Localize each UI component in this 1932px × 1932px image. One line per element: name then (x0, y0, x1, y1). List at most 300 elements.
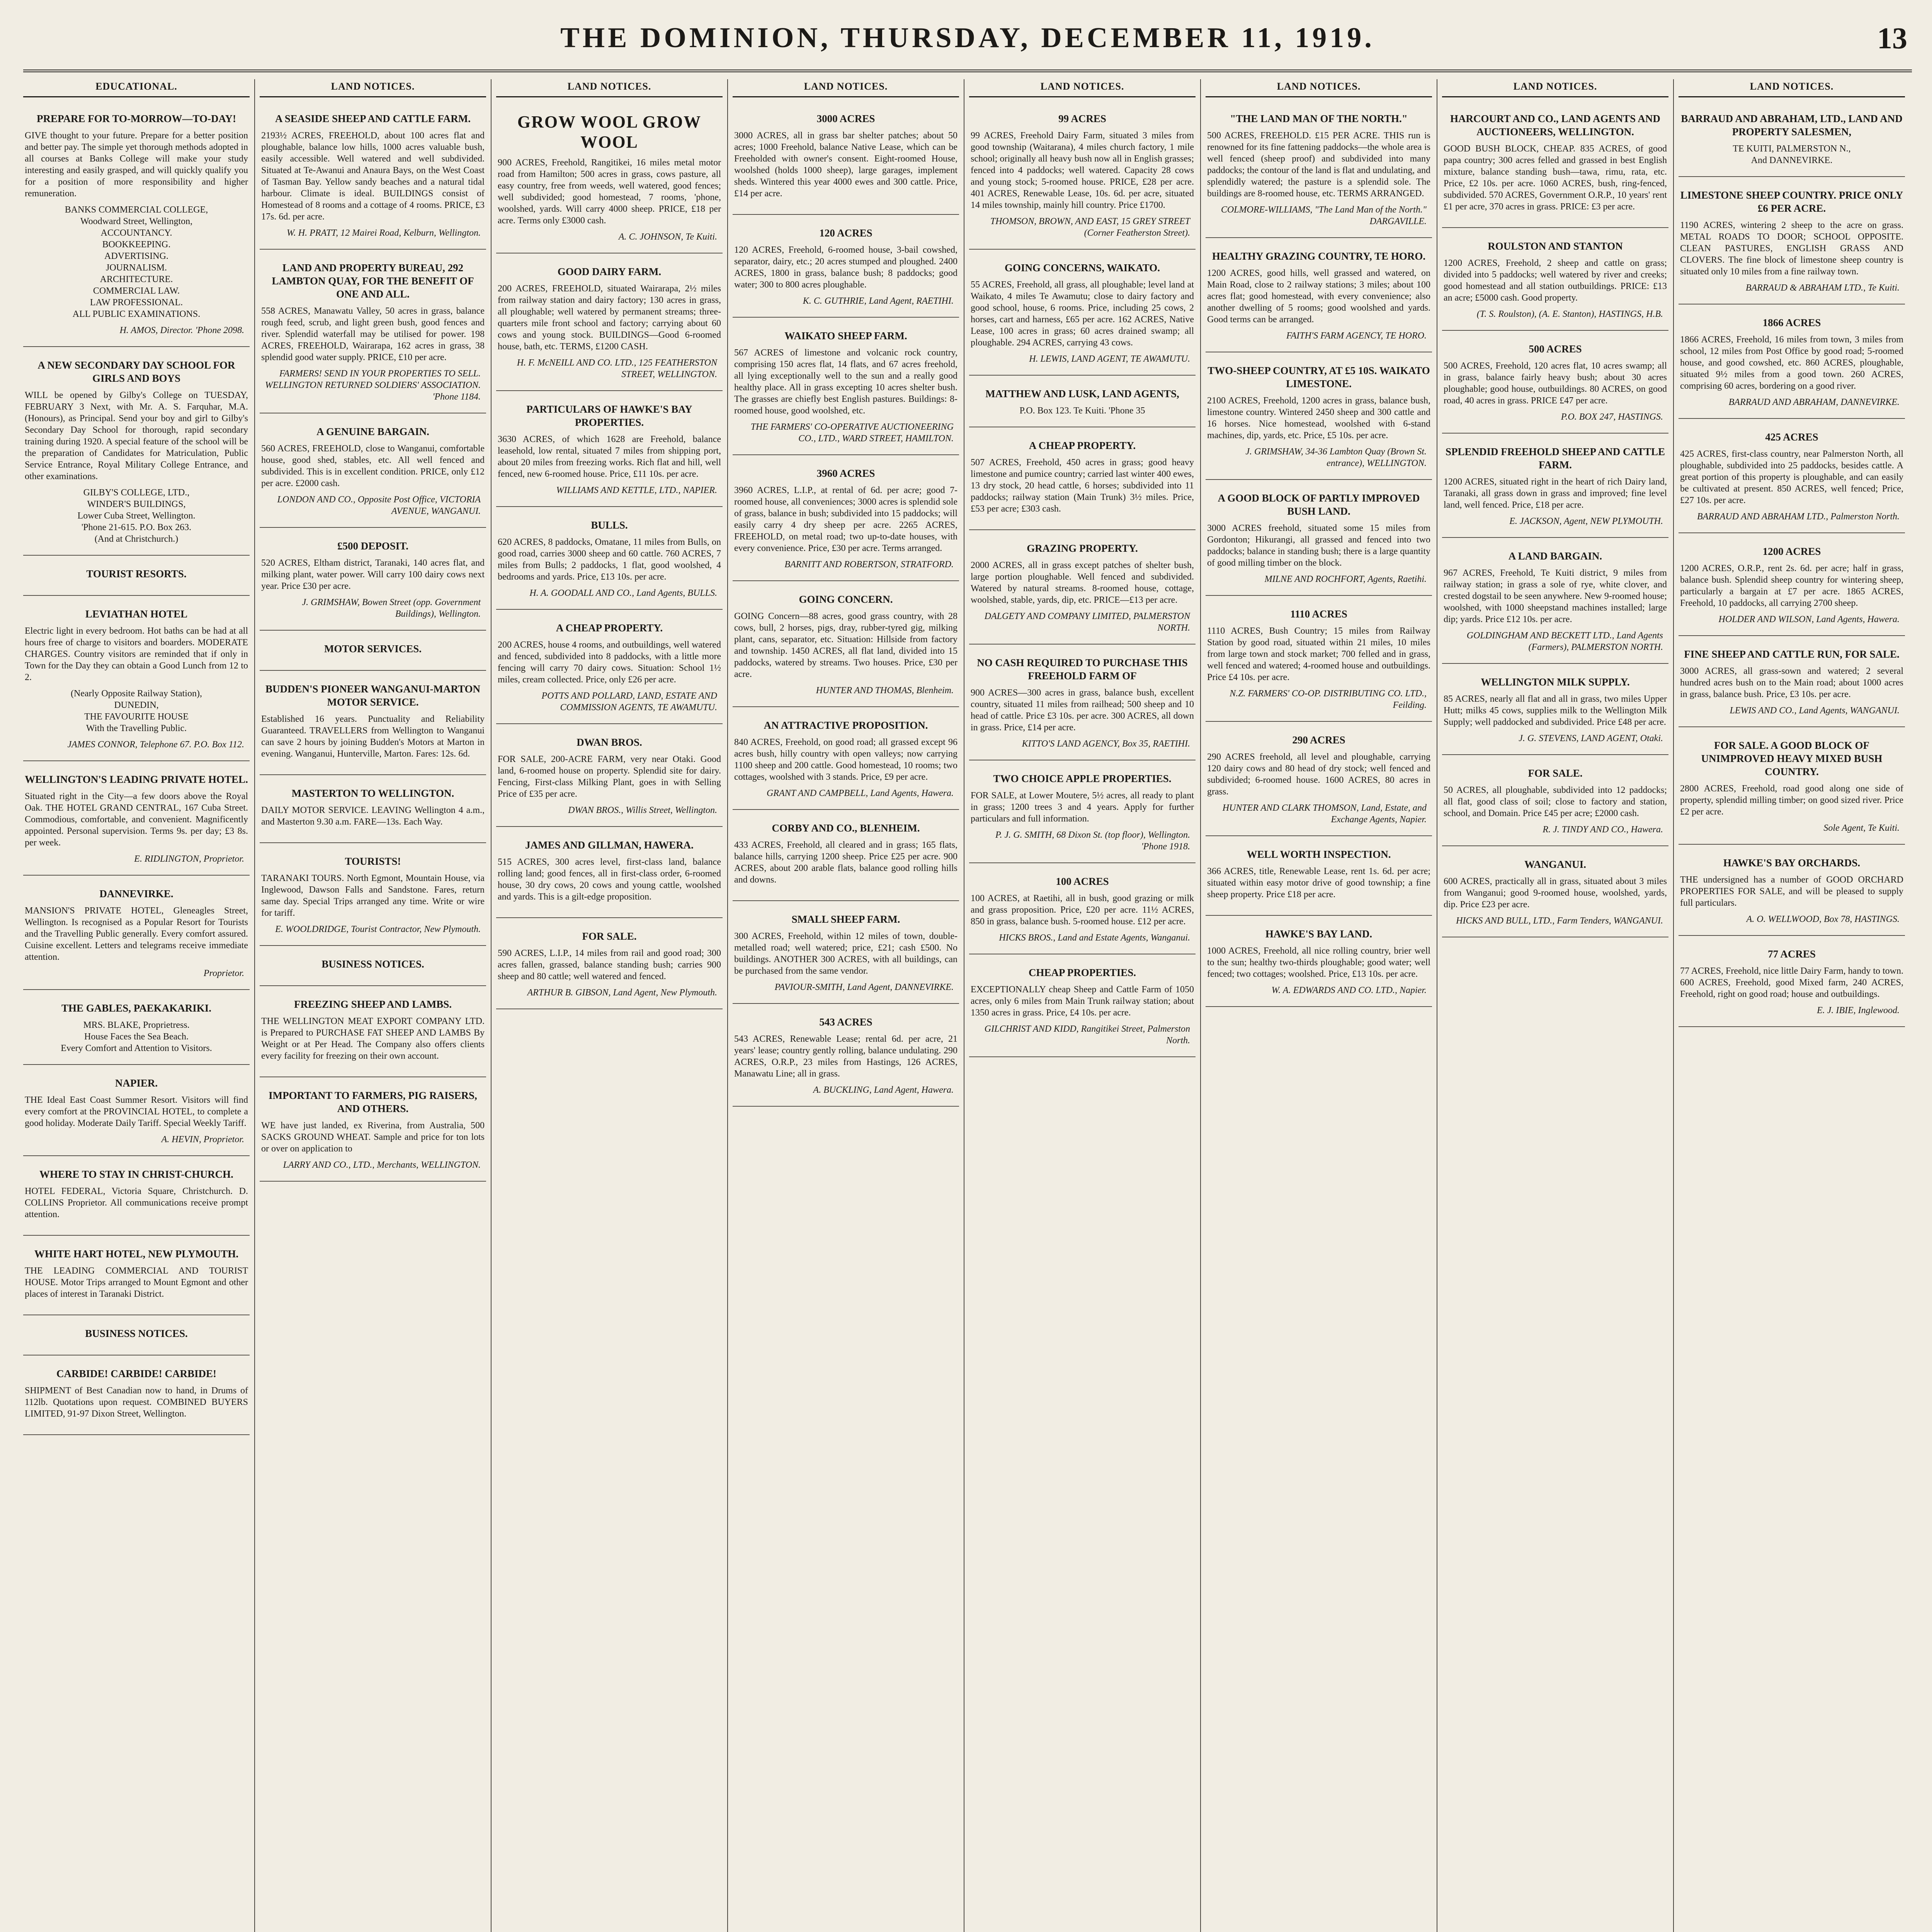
ad-body-text: 3000 ACRES freehold, situated some 15 miles from Gordonton; Hikurangi, all grassed and fenced into two paddocks; balance in standing bush; there is a large quantity of good milling timber on the block. (1207, 523, 1430, 568)
ad-signature: E. JACKSON, Agent, NEW PLYMOUTH. (1509, 516, 1663, 526)
advertisement (969, 384, 1196, 427)
ad-signature: LEWIS AND CO., Land Agents, WANGANUI. (1730, 706, 1900, 716)
ad-headline: PARTICULARS OF HAWKE'S BAY PROPERTIES. (526, 403, 692, 428)
ad-headline: WHERE TO STAY IN CHRIST-CHURCH. (39, 1168, 233, 1180)
ad-body-text: 590 ACRES, L.I.P., 14 miles from rail and good road; 300 acres fallen, grassed, balance standing bush; carries 900 sheep and 80 cattle; well watered and fenced. (498, 948, 721, 981)
advertisement (260, 679, 486, 775)
advertisement (23, 998, 250, 1065)
ad-headline: LIMESTONE SHEEP COUNTRY. PRICE ONLY £6 PER ACRE. (1680, 189, 1903, 214)
advertisement (23, 1244, 250, 1315)
advertisement (1679, 185, 1905, 304)
advertisement (969, 539, 1196, 645)
ad-body-text: 543 ACRES, Renewable Lease; rental 6d. per acre, 21 years' lease; country gently rolling, balance undulating. 290 ACRES, O.R.P., 23 miles from Hastings, 126 ACRES, Manawatu Line; all in grass. (734, 1034, 957, 1079)
advertisement (1206, 109, 1432, 238)
ad-headline: ROULSTON AND STANTON (1488, 240, 1623, 252)
ad-line: (And at Christchurch.) (94, 534, 179, 544)
advertisement (496, 262, 723, 391)
ad-line: Every Comfort and Attention to Visitors. (61, 1043, 212, 1053)
ad-signature: P. J. G. SMITH, 68 Dixon St. (top floor), Wellington. 'Phone 1918. (995, 830, 1190, 852)
ad-body-text: 1190 ACRES, wintering 2 sheep to the acre on grass. METAL ROADS TO DOOR; SCHOOL OPPOSITE. CLEAN PASTURES, ENGLISH GRASS AND CLOVERS. The fine block of limestone sheep country is situated only 10 miles from a fine railway town. (1680, 220, 1903, 277)
column-heading: LAND NOTICES. (1442, 79, 1668, 97)
page-number: 13 (1877, 21, 1907, 55)
ad-headline: WELLINGTON'S LEADING PRIVATE HOTEL. (25, 774, 248, 785)
advertisement (260, 639, 486, 671)
ad-body-text: GOOD BUSH BLOCK, CHEAP. 835 ACRES, of good papa country; 300 acres felled and grassed in best English mixture, balance standing bush—tawa, rimu, rata, etc. Price, £2 10s. per acre. 1060 ACRES, bush, ring-fenced, subdivided. 570 ACRES, Government O.R.P., 10 years' rent £1 per acre, 370 acres in grass. PRICE: £3 per acre. (1444, 144, 1667, 212)
ad-headline: PREPARE FOR TO-MORROW—TO-DAY! (36, 113, 236, 124)
ad-signature: THE FARMERS' CO-OPERATIVE AUCTIONEERING CO., LTD., WARD STREET, HAMILTON. (750, 422, 954, 444)
ad-headline: AN ATTRACTIVE PROPOSITION. (764, 719, 928, 731)
ad-signature: GILCHRIST AND KIDD, Rangitikei Street, Palmerston North. (984, 1024, 1190, 1046)
ad-body-text: 99 ACRES, Freehold Dairy Farm, situated 3 miles from good township (Waitarana), 4 miles church factory, 1 mile school; originally all heavy bush now all in English grasses; fenced into 4 paddocks; well watered. Capacity 28 cows and young stock; 5-roomed house. PRICE, £28 per acre. 401 ACRES, Renewable Lease, 10s. 6d. per acre, situated 14 miles township, mainly hill country. Price £1700. (971, 131, 1194, 210)
ad-body-text: MANSION'S PRIVATE HOTEL, Gleneagles Street, Wellington. Is recognised as a Popular Resort for Tourists and the Travelling Public generally. Every comfort assured. Cuisine excellent. Letters and telegrams receive immediate attention. (25, 906, 248, 962)
ad-signature: P.O. BOX 247, HASTINGS. (1561, 412, 1663, 422)
ad-line: And DANNEVIRKE. (1751, 155, 1833, 165)
ad-body-text: 515 ACRES, 300 acres level, first-class land, balance rolling land; good fences, all in first-class order, 6-roomed house, 30 dry cows, 20 cows and young cattle, woolshed and yards. This is a gilt-edge proposition. (498, 857, 721, 902)
ad-line: P.O. Box 123. Te Kuiti. 'Phone 35 (1019, 406, 1145, 416)
ad-headline: WAIKATO SHEEP FARM. (784, 330, 907, 342)
ad-headline: LEVIATHAN HOTEL (85, 608, 188, 620)
advertisement (969, 963, 1196, 1057)
ad-headline: GRAZING PROPERTY. (1027, 543, 1138, 554)
ad-signature: R. J. TINDY AND CO., Hawera. (1543, 825, 1663, 835)
ad-headline: A CHEAP PROPERTY. (556, 622, 663, 634)
ad-body-text: 3000 ACRES, all in grass bar shelter patches; about 50 acres; 1000 Freehold, balance Native Lease, which can be Freeholded with owner's consent. Eight-roomed House, woolshed (holds 1000 sheep), large garages, implement sheds. Wintered this year 4000 ewes and 300 cattle. Price, £14 per acre. (734, 131, 957, 199)
advertisement (1679, 109, 1905, 177)
ad-headline: TWO-SHEEP COUNTRY, AT £5 10S. WAIKATO LIMESTONE. (1208, 365, 1430, 389)
ad-signature: DALGETY AND COMPANY LIMITED, PALMERSTON NORTH. (984, 611, 1190, 633)
advertisement (969, 872, 1196, 954)
ad-headline: A LAND BARGAIN. (1508, 550, 1602, 562)
column-rule (254, 79, 255, 1932)
advertisement (496, 109, 723, 253)
ad-headline: 99 ACRES (1058, 113, 1106, 124)
ad-headline: HEALTHY GRAZING COUNTRY, TE HORO. (1212, 250, 1426, 262)
ad-line: ACCOUNTANCY. (100, 228, 172, 238)
ad-body-text: 567 ACRES of limestone and volcanic rock country, comprising 150 acres flat, 14 flats, and 67 acres freehold, all lying exceptionally well to the sun and a really good healthy place. All in grass excepting 10 acres shelter bush. The grasses are chiefly best English pastures. Buildings: 8-roomed house, good woolshed, etc. (734, 348, 957, 416)
ad-body-text: THE undersigned has a number of GOOD ORCHARD PROPERTIES FOR SALE, and will be pleased to supply full particulars. (1680, 875, 1903, 908)
ad-headline: NO CASH REQUIRED TO PURCHASE THIS FREEHOLD FARM OF (977, 657, 1188, 682)
ad-signature: POTTS AND POLLARD, LAND, ESTATE AND COMMISSION AGENTS, TE AWAMUTU. (541, 691, 717, 713)
ad-signature: HUNTER AND CLARK THOMSON, Land, Estate, and Exchange Agents, Napier. (1222, 803, 1427, 825)
column-heading: LAND NOTICES. (1206, 79, 1432, 97)
ad-line: BOOKKEEPING. (102, 240, 171, 250)
ad-headline: CARBIDE! CARBIDE! CARBIDE! (56, 1368, 217, 1379)
advertisement (1442, 672, 1668, 755)
ad-body-text: 967 ACRES, Freehold, Te Kuiti district, 9 miles from railway station; in grass a sole of rye, white clover, and crested dogstail to be seen anywhere. New 9-roomed house; woolshed, with 1000 sheepstand machines installed; large dip; yards. Price £12 10s. per acre. (1444, 568, 1667, 624)
ad-line: DUNEDIN, (114, 700, 159, 710)
ad-headline: 290 ACRES (1292, 734, 1345, 746)
column-6 (1206, 79, 1432, 1932)
ad-headline: JAMES AND GILLMAN, HAWERA. (525, 839, 694, 851)
ad-headline: BULLS. (591, 519, 628, 531)
ad-signature: A. HEVIN, Proprietor. (161, 1134, 244, 1145)
masthead (23, 19, 1912, 72)
ad-headline: GROW WOOL GROW WOOL (517, 112, 702, 151)
ad-body-text: TARANAKI TOURS. North Egmont, Mountain House, via Inglewood, Dawson Falls and Sandstone. Fares, return same day. Special Trips arranged any time. Write or wire for tariff. (261, 873, 485, 918)
advertisement (969, 109, 1196, 250)
ad-body-text: 840 ACRES, Freehold, on good road; all grassed except 96 acres bush, hilly country with open valleys; now carrying 1100 sheep and 200 cattle. Good homestead, 10 rooms; two cottages, woolshed with 3 stands. Price, £9 per acre. (734, 737, 957, 782)
column-5 (969, 79, 1196, 1932)
advertisement (733, 109, 959, 215)
ad-headline: GOOD DAIRY FARM. (557, 266, 662, 277)
ad-body-text: WILL be opened by Gilby's College on TUESDAY, FEBRUARY 3 Next, with Mr. A. S. Farquhar, M.A. (Honours), as Principal. Send your boy and girl to Gilby's Secondary Day School for thorough, rapid secondary training during 1920. A special feature of the school will be the preparation of Candidates for Matriculation, Public Service Entrance, Royal Military College Entrance, and other examinations. (25, 390, 248, 481)
ad-body-text: 1200 ACRES, good hills, well grassed and watered, on Main Road, close to 2 railway stations; 3 miles; about 100 acres flat; good homestead, with every convenience; also another dwelling of 5 rooms; good woolshed and yards. Good terms can be arranged. (1207, 268, 1430, 325)
ad-line: ADVERTISING. (104, 251, 168, 261)
ad-headline: FOR SALE. A GOOD BLOCK OF UNIMPROVED HEAVY MIXED BUSH COUNTRY. (1701, 740, 1883, 777)
ad-body-text: 500 ACRES, Freehold, 120 acres flat, 10 acres swamp; all in grass, balance fairly heavy bush; about 30 acres ploughable; good house, outbuildings. 80 ACRES, on good road, 40 acres in grass. PRICE £47 per acre. (1444, 361, 1667, 406)
advertisement (1442, 442, 1668, 538)
advertisement (23, 1364, 250, 1435)
column-2 (260, 79, 486, 1932)
ad-signature: A. BUCKLING, Land Agent, Hawera. (813, 1085, 954, 1095)
ad-body-text: 560 ACRES, FREEHOLD, close to Wanganui, comfortable house, good shed, stables, etc. All well fenced and subdivided. This is in excellent condition. PRICE, only £12 per acre. £2000 cash. (261, 444, 485, 488)
column-1 (23, 79, 250, 1932)
ad-body-text: 1866 ACRES, Freehold, 16 miles from town, 3 miles from school, 12 miles from Post Office by good road; 5-roomed house, and good cowshed, etc. 860 ACRES, ploughable, situated 9½ miles from a good town. 260 ACRES, comprising 60 acres, bordering on a good river. (1680, 335, 1903, 391)
advertisement (733, 223, 959, 318)
ad-line: ALL PUBLIC EXAMINATIONS. (72, 309, 201, 319)
ad-body-text: 200 ACRES, house 4 rooms, and outbuildings, well watered and fenced, subdivided into 8 paddocks, with a little more fencing will carry 70 dairy cows. Situation: School 1½ miles, cream collected. Price, only £26 per acre. (498, 640, 721, 685)
advertisement (496, 618, 723, 724)
advertisement (969, 653, 1196, 760)
ad-body-text: 366 ACRES, title, Renewable Lease, rent 1s. 6d. per acre; situated within easy motor drive of good township; a fine sheep property. Price £18 per acre. (1207, 866, 1430, 900)
advertisement (1206, 730, 1432, 836)
advertisement (969, 769, 1196, 863)
ad-body-text: 1200 ACRES, Freehold, 2 sheep and cattle on grass; divided into 5 paddocks; well watered by river and creeks; good homestead and all station outbuildings. PRICE: £13 an acre; £5000 cash. Good property. (1444, 258, 1667, 303)
ad-signature: DWAN BROS., Willis Street, Wellington. (568, 805, 717, 815)
column-rule (491, 79, 492, 1932)
advertisement (496, 835, 723, 918)
ad-signature: H. F. McNEILL AND CO. LTD., 125 FEATHERSTON STREET, WELLINGTON. (517, 358, 717, 379)
ad-body-text: Situated right in the City—a few doors above the Royal Oak. THE HOTEL GRAND CENTRAL, 167 Cuba Street. Commodious, comfortable, and convenient. Magnificently appointed. Personal supervision. Terms 9s. per day; £3 8s. per week. (25, 791, 248, 848)
column-7 (1442, 79, 1668, 1932)
advertisement (23, 355, 250, 556)
ad-line: With the Travelling Public. (86, 723, 187, 733)
advertisement (1442, 109, 1668, 228)
ad-body-text: 1110 ACRES, Bush Country; 15 miles from Railway Station by good road, situated within 21 miles, 10 miles from large town and stock market; 700 felled and in grass, well fenced and watered; 4-roomed house and outbuildings. Price £4 10s. per acre. (1207, 626, 1430, 682)
advertisement (1679, 853, 1905, 936)
ad-headline: 1200 ACRES (1762, 546, 1821, 557)
ad-body-text: 3000 ACRES, all grass-sown and watered; 2 several hundred acres bush on to the Main road; about 1000 acres in grass, balance bush. Price, £3 10s. per acre. (1680, 666, 1903, 699)
ad-body-text: 100 ACRES, at Raetihi, all in bush, good grazing or milk and grass proposition. Price, £20 per acre. 11½ ACRES, 850 in grass, balance bush. 5-roomed house. £12 per acre. (971, 893, 1194, 927)
ad-body-text: 2193½ ACRES, FREEHOLD, about 100 acres flat and ploughable, balance low hills, 1000 acres valuable bush, easily accessible. Well watered and well subdivided. Situated at Te-Awanui and Anaura Bays, on the West Coast of Tasman Bay. Yellow sandy beaches and a natural tidal harbour. Climate is ideal. BUILDINGS consist of Homestead of 8 rooms and a cottage of 4 rooms. PRICE, £3 17s. 6d. per acre. (261, 131, 485, 222)
ad-signature: J. G. STEVENS, LAND AGENT, Otaki. (1519, 733, 1663, 743)
ad-signature: FAITH'S FARM AGENCY, TE HORO. (1286, 331, 1427, 341)
ad-headline: TOURIST RESORTS. (86, 568, 187, 580)
ad-headline: TOURISTS! (345, 855, 401, 867)
ad-body-text: THE LEADING COMMERCIAL AND TOURIST HOUSE. Motor Trips arranged to Mount Egmont and other places of interest in Taranaki District. (25, 1266, 248, 1299)
ad-signature: LONDON AND CO., Opposite Post Office, VICTORIA AVENUE, WANGANUI. (277, 495, 481, 516)
ad-headline: 3000 ACRES (816, 113, 875, 124)
advertisement (733, 818, 959, 901)
ad-body-text: 300 ACRES, Freehold, within 12 miles of town, double-metalled road; well watered; price, £21; cash £500. No buildings. ANOTHER 300 ACRES, with all buildings, can be purchased from the same vendor. (734, 931, 957, 976)
ad-signature: PAVIOUR-SMITH, Land Agent, DANNEVIRKE. (774, 982, 954, 992)
ad-headline: NAPIER. (115, 1077, 158, 1089)
ad-body-text: 85 ACRES, nearly all flat and all in grass, two miles Upper Hutt; milks 45 cows, supplies milk to the Wellington Milk Supply; well paddocked and subdivided. Price £48 per acre. (1444, 694, 1667, 727)
ad-headline: WELLINGTON MILK SUPPLY. (1481, 676, 1630, 688)
advertisement (733, 464, 959, 581)
ad-headline: CORBY AND CO., BLENHEIM. (772, 822, 920, 834)
ad-body-text: 55 ACRES, Freehold, all grass, all ploughable; level land at Waikato, 4 miles Te Awamutu; close to dairy factory and good school, house, 6 rooms. Price, including 25 cows, 2 horses, cart and harness, £65 per acre. 162 ACRES, Native Lease, 100 acres in grass; 60 acres drained swamp; all ploughable. 294 ACRES, carrying 43 cows. (971, 280, 1194, 348)
ad-body-text: Established 16 years. Punctuality and Reliability Guaranteed. TRAVELLERS from Wellington to Wanganui can save 2 hours by joining Budden's Motors at Marton in evening. Wanganui, Hunterville, Marton. Fares: 12s. 6d. (261, 714, 485, 759)
ad-signature: HUNTER AND THOMAS, Blenheim. (816, 685, 954, 696)
advertisement (1679, 313, 1905, 419)
ad-headline: A GENUINE BARGAIN. (316, 426, 429, 437)
ad-headline: LAND AND PROPERTY BUREAU, 292 LAMBTON QUAY, FOR THE BENEFIT OF ONE AND ALL. (272, 262, 474, 300)
advertisement (23, 564, 250, 596)
ad-signature: BARNITT AND ROBERTSON, STRATFORD. (784, 560, 954, 570)
ad-line: LAW PROFESSIONAL. (90, 298, 183, 308)
ad-body-text: 433 ACRES, Freehold, all cleared and in grass; 165 flats, balance hills, carrying 1200 sheep. Price £25 per acre. 900 ACRES, about 200 arable flats, balance good rolling hills and downs. (734, 840, 957, 885)
ad-headline: BUSINESS NOTICES. (321, 958, 424, 970)
advertisement (260, 109, 486, 250)
ad-body-text: 1200 ACRES, situated right in the heart of rich Dairy land, Taranaki, all grass down in grass and improved; fine level land, well fenced. Price, £18 per acre. (1444, 477, 1667, 510)
advertisement (23, 1165, 250, 1236)
ad-signature: J. GRIMSHAW, 34-36 Lambton Quay (Brown St. entrance), WELLINGTON. (1245, 447, 1427, 468)
ad-body-text: 2100 ACRES, Freehold, 1200 acres in grass, balance bush, limestone country. Wintered 2450 sheep and 300 cattle and 16 horses. Nice homestead, woolshed with 6-stand machines, dip, yards, etc. Price, £5 10s. per acre. (1207, 396, 1430, 440)
ad-signature: (T. S. Roulston), (A. E. Stanton), HASTINGS, H.B. (1476, 309, 1663, 319)
column-4 (733, 79, 959, 1932)
column-3 (496, 79, 723, 1932)
ad-signature: N.Z. FARMERS' CO-OP. DISTRIBUTING CO. LTD., Feilding. (1230, 689, 1427, 710)
advertisement (260, 954, 486, 986)
ad-body-text: 900 ACRES—300 acres in grass, balance bush, excellent country, situated 11 miles from railhead; 500 sheep and 10 head of cattle. Price £3 10s. per acre. 300 ACRES, all down in grass. Price, £14 per acre. (971, 688, 1194, 733)
ad-line: (Nearly Opposite Railway Station), (71, 689, 202, 699)
ad-headline: FINE SHEEP AND CATTLE RUN, FOR SALE. (1684, 648, 1900, 660)
advertisement (1679, 542, 1905, 636)
ad-headline: BARRAUD AND ABRAHAM, LTD., LAND AND PROPERTY SALESMEN, (1681, 113, 1903, 138)
ad-line: House Faces the Sea Beach. (84, 1032, 189, 1042)
ad-headline: MOTOR SERVICES. (324, 643, 422, 655)
ad-signature: WILLIAMS AND KETTLE, LTD., NAPIER. (556, 485, 717, 495)
advertisement (1679, 736, 1905, 845)
advertisement (1206, 488, 1432, 596)
advertisement (1442, 339, 1668, 434)
advertisement (260, 1086, 486, 1182)
advertisement (260, 258, 486, 413)
ad-headline: SPLENDID FREEHOLD SHEEP AND CATTLE FARM. (1445, 446, 1665, 471)
ad-signature: ARTHUR B. GIBSON, Land Agent, New Plymouth. (527, 988, 717, 998)
ad-signature: Sole Agent, Te Kuiti. (1823, 823, 1900, 833)
ad-headline: A NEW SECONDARY DAY SCHOOL FOR GIRLS AND BOYS (37, 359, 235, 384)
ad-body-text: WE have just landed, ex Riverina, from Australia, 500 SACKS GROUND WHEAT. Sample and price for ton lots or over on application to (261, 1121, 485, 1154)
ad-headline: GOING CONCERN. (799, 594, 893, 605)
ad-body-text: 500 ACRES, FREEHOLD. £15 PER ACRE. THIS run is renowned for its fine fattening paddocks—the whole area is well fenced (sheep proof) and subdivided into many paddocks; the contour of the land is flat and undulating, and splendidly watered; the pasture is a splendid sole. The buildings are 8-roomed house, etc. TERMS ARRANGED. (1207, 131, 1430, 199)
advertisement (23, 1324, 250, 1355)
advertisement (1442, 236, 1668, 331)
ad-headline: THE GABLES, PAEKAKARIKI. (61, 1002, 212, 1014)
ad-body-text: 2000 ACRES, all in grass except patches of shelter bush, large portion ploughable. Well fenced and subdivided. Watered by natural streams. 8-roomed house, cottage, woolshed, stable, yards, dip, etc. PRICE—£13 per acre. (971, 560, 1194, 605)
ad-headline: FREEZING SHEEP AND LAMBS. (294, 998, 452, 1010)
ad-body-text: 290 ACRES freehold, all level and ploughable, carrying 120 dairy cows and 80 head of dry stock; well fenced and subdivided; 6-roomed house. 1600 ACRES, 80 acres in grass. (1207, 752, 1430, 797)
ad-body-text: HOTEL FEDERAL, Victoria Square, Christchurch. D. COLLINS Proprietor. All communications receive prompt attention. (25, 1186, 248, 1219)
ad-body-text: 558 ACRES, Manawatu Valley, 50 acres in grass, balance rough feed, scrub, and light green bush, good fences and river. Splendid waterfall may be utilised for power. 198 ACRES, FREEHOLD, Wairarapa, 162 acres in grass, 38 splendid good water supply. PRICE, £10 per acre. (261, 306, 485, 362)
advertisement (1206, 924, 1432, 1007)
ad-body-text: DAILY MOTOR SERVICE. LEAVING Wellington 4 a.m., and Masterton 9.30 a.m. FARE—13s. Each Way. (261, 805, 485, 827)
advertisement (733, 910, 959, 1004)
advertisement (23, 884, 250, 990)
advertisement (260, 536, 486, 631)
ad-headline: 1110 ACRES (1290, 608, 1347, 620)
ad-headline: FOR SALE. (582, 930, 637, 942)
ad-body-text: 77 ACRES, Freehold, nice little Dairy Farm, handy to town. 600 ACRES, Freehold, good Mixed farm, 240 ACRES, Freehold, right on good road; house and outbuildings. (1680, 966, 1903, 999)
ad-body-text: FOR SALE, at Lower Moutere, 5½ acres, all ready to plant in grass; 1200 trees 3 and 4 years. Apply for further particulars and full information. (971, 791, 1194, 824)
ad-signature: Proprietor. (203, 968, 244, 978)
ad-signature: JAMES CONNOR, Telephone 67. P.O. Box 112. (67, 740, 244, 750)
advertisement (23, 1073, 250, 1156)
ad-body-text: 520 ACRES, Eltham district, Taranaki, 140 acres flat, and milking plant, water power. Will carry 100 dairy cows next year. Price £30 per acre. (261, 558, 485, 591)
ad-headline: A CHEAP PROPERTY. (1029, 440, 1136, 451)
column-rule (727, 79, 728, 1932)
ad-headline: 543 ACRES (819, 1016, 872, 1028)
advertisement (969, 258, 1196, 376)
ad-headline: CHEAP PROPERTIES. (1028, 967, 1136, 978)
ad-signature: E. RIDLINGTON, Proprietor. (134, 854, 244, 864)
ad-signature: LARRY AND CO., LTD., Merchants, WELLINGTON. (283, 1160, 481, 1170)
advertisement (260, 852, 486, 946)
ad-signature: J. GRIMSHAW, Bowen Street (opp. Government Buildings), Wellington. (302, 597, 481, 619)
ad-line: COMMERCIAL LAW. (93, 286, 180, 296)
ad-body-text: GIVE thought to your future. Prepare for a better position and better pay. The simple yet thorough methods adopted in all courses at Banks College will make your study interesting and easily grasped, and will quickly qualify you for a position of more responsibility and higher remuneration. (25, 131, 248, 199)
ad-body-text: 1000 ACRES, Freehold, all nice rolling country, brier well to the sun; healthy two-thirds ploughable; good water; well fenced; two cottages; woolshed. Price, £13 10s. per acre. (1207, 946, 1430, 979)
ad-headline: 120 ACRES (819, 227, 872, 239)
column-rule (1673, 79, 1674, 1932)
ad-body-text: 200 ACRES, FREEHOLD, situated Wairarapa, 2½ miles from railway station and dairy factory; 130 acres in grass, all ploughable; well watered by permanent streams; three-quarters mile front school and factory; carrying about 60 cows and young stock. BUILDINGS—Good 6-roomed house, bath, etc. TERMS, £1200 CASH. (498, 284, 721, 352)
ad-signature: W. H. PRATT, 12 Mairei Road, Kelburn, Wellington. (287, 228, 481, 238)
column-8 (1679, 79, 1905, 1932)
advertisement (1679, 944, 1905, 1027)
ad-body-text: 120 ACRES, Freehold, 6-roomed house, 3-bail cowshed, separator, dairy, etc.; 20 acres stumped and ploughed. 2400 ACRES, 1800 in grass, balance bush; 8 paddocks; good water; 300 to 800 acres ploughable. (734, 245, 957, 290)
ad-signature: H. LEWIS, LAND AGENT, TE AWAMUTU. (1029, 354, 1190, 364)
advertisement (733, 590, 959, 707)
advertisement (23, 109, 250, 347)
advertisement (1679, 645, 1905, 727)
ad-signature: HOLDER AND WILSON, Land Agents, Hawera. (1718, 614, 1900, 624)
ad-signature: H. A. GOODALL AND CO., Land Agents, BULLS. (529, 588, 717, 598)
ad-headline: 100 ACRES (1056, 876, 1109, 887)
advertisement (1442, 764, 1668, 846)
ad-signature: A. O. WELLWOOD, Box 78, HASTINGS. (1746, 914, 1900, 924)
ad-body-text: 425 ACRES, first-class country, near Palmerston North, all ploughable, subdivided into 25 paddocks, besides cattle. A great portion of this property is ploughable, and can easily be cultivated at present. 850 ACRES, well fenced; Price, £27 10s. per acre. (1680, 449, 1903, 505)
advertisement (260, 422, 486, 528)
ad-headline: WELL WORTH INSPECTION. (1247, 849, 1391, 860)
ad-body-text: 600 ACRES, practically all in grass, situated about 3 miles from Wanganui; good 9-roomed house, woolshed, yards, dip. Price £23 per acre. (1444, 876, 1667, 910)
advertisement (1206, 247, 1432, 352)
column-heading: LAND NOTICES. (260, 79, 486, 97)
ad-body-text: 50 ACRES, all ploughable, subdivided into 12 paddocks; all flat, good class of soil; close to factory and station, school, and Domain. Price £45 per acre; £2000 cash. (1444, 785, 1667, 818)
ad-signature: BARRAUD & ABRAHAM LTD., Te Kuiti. (1745, 283, 1900, 293)
column-heading: LAND NOTICES. (969, 79, 1196, 97)
ad-signature: GOLDINGHAM AND BECKETT LTD., Land Agents (Farmers), PALMERSTON NORTH. (1466, 631, 1663, 652)
ad-line: Woodward Street, Wellington, (80, 216, 193, 226)
advertisement (260, 995, 486, 1077)
ad-signature: BARRAUD AND ABRAHAM LTD., Palmerston North. (1697, 512, 1900, 522)
column-heading: LAND NOTICES. (1679, 79, 1905, 97)
ad-body-text: SHIPMENT of Best Canadian now to hand, in Drums of 112lb. Quotations upon request. COMBINED BUYERS LIMITED, 91-97 Dixon Street, Wellington. (25, 1386, 248, 1419)
ad-signature: HICKS AND BULL, LTD., Farm Tenders, WANGANUI. (1456, 916, 1663, 926)
column-heading: LAND NOTICES. (733, 79, 959, 97)
advertisement (1206, 361, 1432, 480)
advertisement (733, 716, 959, 810)
ad-body-text: 3960 ACRES, L.I.P., at rental of 6d. per acre; good 7-roomed house, all conveniences; 3000 acres is splendid sole of grass, balance in bush; subdivided into 15 paddocks; will easily carry 4 dry sheep per acre. 2265 ACRES, FREEHOLD, on metal road; two up-to-date houses, with every convenience. Price, £30 per acre. Terms arranged. (734, 485, 957, 553)
advertisement (496, 400, 723, 507)
ad-signature: A. C. JOHNSON, Te Kuiti. (618, 232, 717, 242)
advertisement (23, 604, 250, 761)
ad-headline: 425 ACRES (1765, 431, 1818, 443)
advertisement (1442, 546, 1668, 664)
ad-signature: BARRAUD AND ABRAHAM, DANNEVIRKE. (1728, 397, 1900, 407)
advertisement (1679, 427, 1905, 533)
ad-headline: TWO CHOICE APPLE PROPERTIES. (993, 773, 1172, 784)
ad-headline: DANNEVIRKE. (99, 888, 173, 900)
ad-headline: A GOOD BLOCK OF PARTLY IMPROVED BUSH LAND. (1218, 492, 1420, 517)
ad-headline: HAWKE'S BAY LAND. (1265, 928, 1372, 940)
masthead-title: THE DOMINION, THURSDAY, DECEMBER 11, 1919. (560, 22, 1375, 54)
ad-line: WINDER'S BUILDINGS, (87, 499, 186, 509)
ad-body-text: 900 ACRES, Freehold, Rangitikei, 16 miles metal motor road from Hamilton; 500 acres in grass, cows pasture, all easy country, free from weeds, well watered, good fences; well subdivided; good homestead, 7 rooms, 'phone, woolshed, yards. Will carry 4000 sheep. PRICE, £18 per acre. Terms only £3000 cash. (498, 158, 721, 226)
ad-body-text: GOING Concern—88 acres, good grass country, with 28 cows, bull, 2 horses, pigs, dray, rubber-tyred gig, milking plant, cans, separator, etc. Situation: Hillside from factory and township. 1450 ACRES, all flat land, divided into 15 paddocks, watered by streams. Two houses. Price, £30 per acre. (734, 611, 957, 679)
ad-line: GILBY'S COLLEGE, LTD., (83, 488, 190, 498)
ad-headline: BUSINESS NOTICES. (85, 1328, 188, 1339)
ad-signature: KITTO'S LAND AGENCY, Box 35, RAETIHI. (1022, 739, 1190, 749)
ad-headline: HAWKE'S BAY ORCHARDS. (1723, 857, 1861, 869)
ad-headline: 500 ACRES (1529, 343, 1582, 355)
ad-body-text: THE WELLINGTON MEAT EXPORT COMPANY LTD. is Prepared to PURCHASE FAT SHEEP AND LAMBS By Weight or at Per Head. The Company also offers clients every facility for freezing on their own account. (261, 1016, 485, 1061)
ad-signature: K. C. GUTHRIE, Land Agent, RAETIHI. (803, 296, 954, 306)
ad-headline: A SEASIDE SHEEP AND CATTLE FARM. (275, 113, 471, 124)
ad-headline: WANGANUI. (1524, 859, 1586, 870)
ad-body-text: 620 ACRES, 8 paddocks, Omatane, 11 miles from Bulls, on good road, carries 3000 sheep and 60 cattle. 760 ACRES, 7 miles from Bulls; 2 paddocks, 1 flat, good woolshed, 4 bedrooms and yards. Price, £13 10s. per acre. (498, 537, 721, 582)
ad-body-text: 1200 ACRES, O.R.P., rent 2s. 6d. per acre; half in grass, balance bush. Splendid sheep country for wintering sheep, particularly a bargain at £7 per acre. 1865 ACRES, Freehold, 10 paddocks, all carrying 2700 sheep. (1680, 563, 1903, 608)
ad-signature: GRANT AND CAMPBELL, Land Agents, Hawera. (766, 788, 954, 798)
ad-signature: E. WOOLDRIDGE, Tourist Contractor, New Plymouth. (275, 924, 481, 934)
column-rule (1200, 79, 1201, 1932)
ad-signature: THOMSON, BROWN, AND EAST, 15 GREY STREET (Corner Featherston Street). (990, 216, 1190, 238)
advertisement (496, 733, 723, 827)
ad-headline: SMALL SHEEP FARM. (791, 913, 900, 925)
ad-signature: W. A. EDWARDS AND CO. LTD., Napier. (1271, 985, 1427, 995)
advertisement (260, 784, 486, 843)
ad-line: MRS. BLAKE, Proprietress. (83, 1020, 190, 1030)
ad-body-text: 3630 ACRES, of which 1628 are Freehold, balance leasehold, low rental, situated 7 miles from shipping port, about 20 miles from freezing works. Rich flat and hill, well fenced, new 6-roomed house. Price, £11 10s. per acre. (498, 434, 721, 479)
advertisement (496, 927, 723, 1009)
ad-body-text: 2800 ACRES, Freehold, road good along one side of property, splendid milling timber; on good sized river. Price £2 per acre. (1680, 784, 1903, 817)
advertisement (23, 770, 250, 876)
ad-line: ARCHITECTURE. (100, 274, 173, 284)
ad-line: JOURNALISM. (105, 263, 167, 273)
ad-line: Lower Cuba Street, Wellington. (77, 511, 196, 521)
advertisement (733, 326, 959, 455)
ad-line: BANKS COMMERCIAL COLLEGE, (65, 205, 208, 215)
ad-headline: FOR SALE. (1528, 767, 1583, 779)
ad-headline: BUDDEN'S PIONEER WANGANUI-MARTON MOTOR SERVICE. (265, 683, 481, 708)
ad-headline: £500 DEPOSIT. (337, 540, 409, 552)
ad-body-text: FOR SALE, 200-ACRE FARM, very near Otaki. Good land, 6-roomed house on property. Splendid site for dairy. Fencing, First-class Milking Plant, goes in with Selling Price of £35 per acre. (498, 754, 721, 799)
advertisement (496, 515, 723, 610)
column-heading: LAND NOTICES. (496, 79, 723, 97)
advertisement (1442, 855, 1668, 937)
ad-headline: 77 ACRES (1768, 948, 1816, 960)
ad-headline: DWAN BROS. (577, 736, 642, 748)
ad-signature: HICKS BROS., Land and Estate Agents, Wanganui. (999, 933, 1190, 943)
advertisement (733, 1012, 959, 1107)
advertisement (1206, 845, 1432, 916)
ad-headline: MASTERTON TO WELLINGTON. (291, 787, 454, 799)
ad-line: TE KUITI, PALMERSTON N., (1733, 144, 1851, 154)
ad-headline: 3960 ACRES (816, 468, 875, 479)
column-heading: EDUCATIONAL. (23, 79, 250, 97)
advertisement (969, 436, 1196, 530)
ad-body-text: 507 ACRES, Freehold, 450 acres in grass; good heavy limestone and pumice country; carried last winter 400 ewes, 13 dry stock, 20 head cattle, 6 horses; subdivided into 11 paddocks; railway station (Main Trunk) 3½ miles. Price, £53 per acre; £303 cash. (971, 457, 1194, 514)
